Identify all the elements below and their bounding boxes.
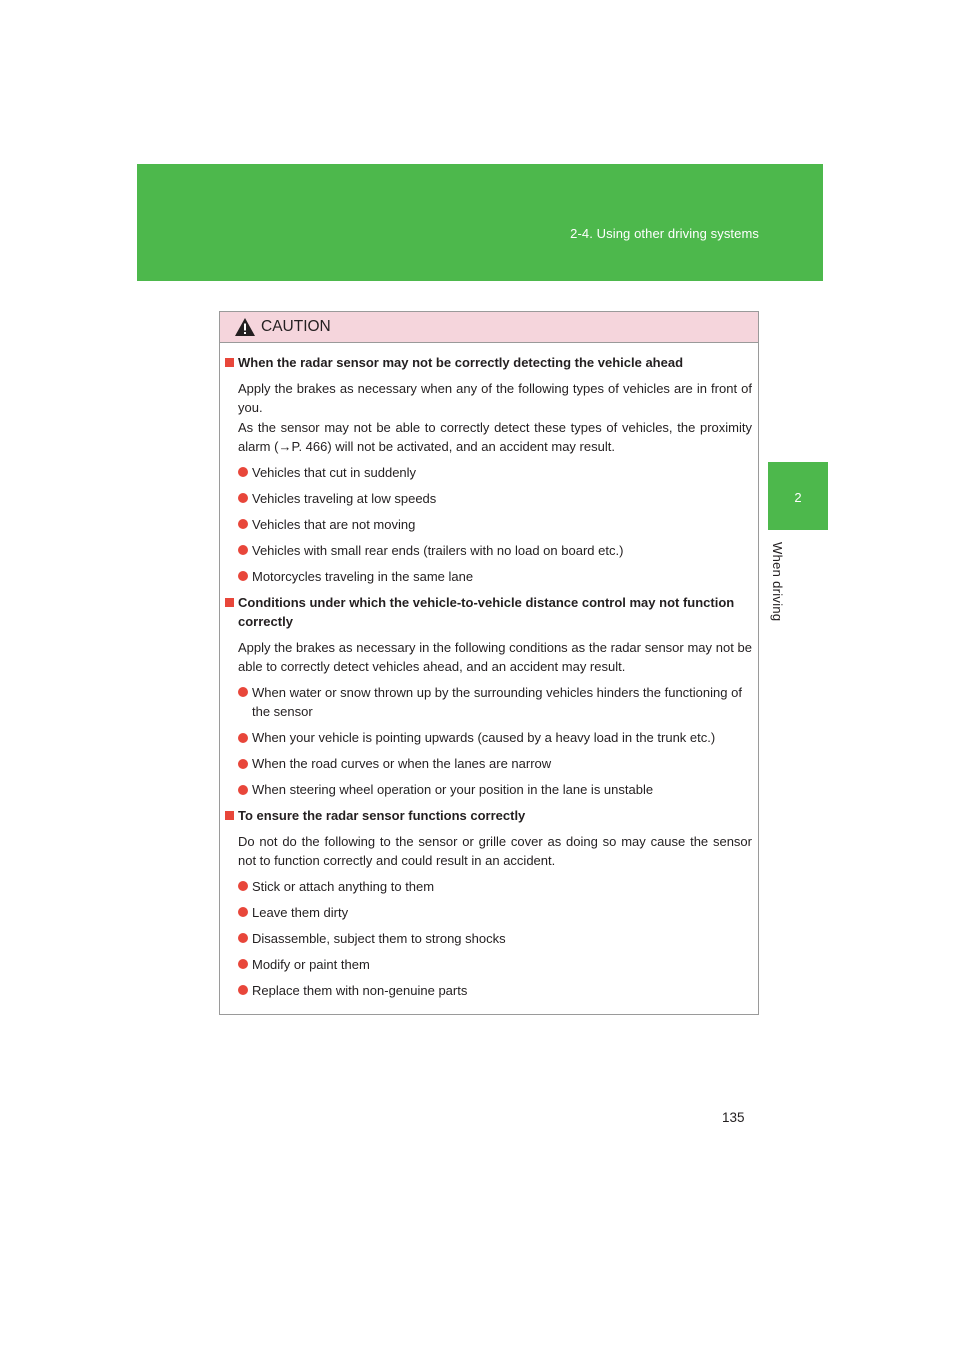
- paragraph: Apply the brakes as necessary in the following conditions as the radar sensor may not be able to correctly detect vehicles ahead, and an accident may result.: [238, 639, 752, 674]
- circle-bullet-icon: [238, 519, 248, 529]
- list-item: When the road curves or when the lanes are narrow: [224, 754, 752, 774]
- circle-bullet-icon: [238, 881, 248, 891]
- circle-bullet-icon: [238, 785, 248, 795]
- caution-title: CAUTION: [261, 318, 331, 335]
- chapter-tab: [768, 462, 828, 530]
- list-item: Vehicles with small rear ends (trailers with no load on board etc.): [224, 541, 752, 561]
- circle-bullet-icon: [238, 467, 248, 477]
- circle-bullet-icon: [238, 571, 248, 581]
- list-item: Vehicles that cut in suddenly: [224, 463, 752, 483]
- warning-triangle-icon: [234, 317, 256, 337]
- page-number: 135: [722, 1110, 745, 1125]
- circle-bullet-icon: [238, 545, 248, 555]
- circle-bullet-icon: [238, 985, 248, 995]
- section-header-band: [137, 164, 823, 281]
- circle-bullet-icon: [238, 759, 248, 769]
- list-item: Motorcycles traveling in the same lane: [224, 567, 752, 587]
- list-item: Disassemble, subject them to strong shocks: [224, 929, 752, 949]
- list-item: Vehicles that are not moving: [224, 515, 752, 535]
- paragraph: Apply the brakes as necessary when any of the following types of vehicles are in front of you. As the sensor may not be able to correctly detect these types of vehicles, the proximity alarm (→P. 466) will not be activated, and an accident may result.: [238, 380, 752, 454]
- paragraph: Do not do the following to the sensor or grille cover as doing so may cause the sensor not to function correctly and could result in an accident.: [238, 833, 752, 868]
- section-heading: Conditions under which the vehicle-to-vehicle distance control may not function correctly: [224, 593, 752, 632]
- list-item: When water or snow thrown up by the surrounding vehicles hinders the functioning of the sensor: [224, 683, 752, 722]
- section-title: 2-4. Using other driving systems: [570, 226, 759, 241]
- caution-body: [220, 343, 758, 1000]
- square-bullet-icon: [225, 598, 234, 607]
- caution-box: [219, 311, 759, 1015]
- section-heading: When the radar sensor may not be correctly detecting the vehicle ahead: [224, 353, 752, 373]
- list-item: Stick or attach anything to them: [224, 877, 752, 897]
- circle-bullet-icon: [238, 907, 248, 917]
- section-heading: To ensure the radar sensor functions correctly: [224, 806, 752, 826]
- circle-bullet-icon: [238, 733, 248, 743]
- circle-bullet-icon: [238, 933, 248, 943]
- circle-bullet-icon: [238, 493, 248, 503]
- list-item: Replace them with non-genuine parts: [224, 981, 752, 1001]
- caution-header: [220, 312, 758, 343]
- square-bullet-icon: [225, 358, 234, 367]
- circle-bullet-icon: [238, 959, 248, 969]
- list-item: When your vehicle is pointing upwards (caused by a heavy load in the trunk etc.): [224, 728, 752, 748]
- square-bullet-icon: [225, 811, 234, 820]
- circle-bullet-icon: [238, 687, 248, 697]
- list-item: Modify or paint them: [224, 955, 752, 975]
- list-item: When steering wheel operation or your position in the lane is unstable: [224, 780, 752, 800]
- list-item: Vehicles traveling at low speeds: [224, 489, 752, 509]
- list-item: Leave them dirty: [224, 903, 752, 923]
- chapter-number: 2: [794, 490, 802, 505]
- chapter-label: When driving: [770, 542, 785, 622]
